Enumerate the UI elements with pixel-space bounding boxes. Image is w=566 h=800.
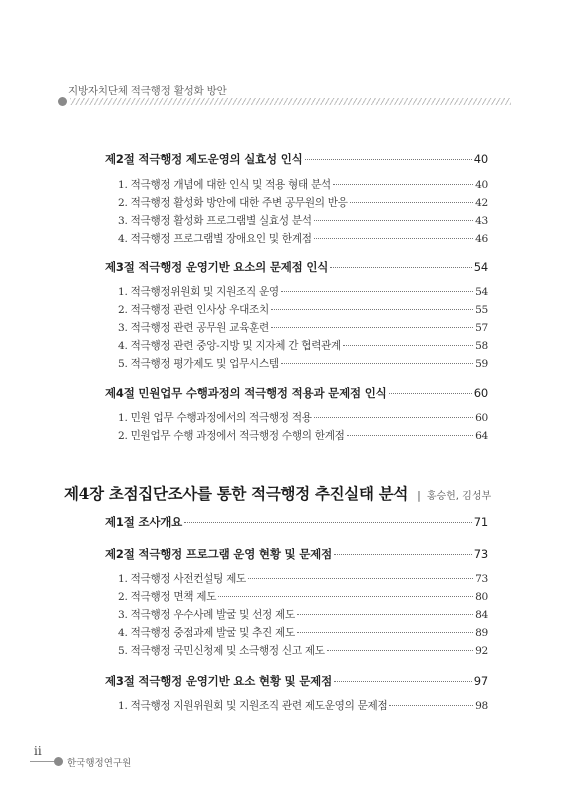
toc-page-number: 54 [475,286,488,298]
toc-section[interactable] [105,514,488,530]
toc-page-number: 55 [475,304,488,316]
toc-item-title: 1. 적극행정 사전컨설팅 제도 [118,573,246,585]
toc-section-title: 제3절 적극행정 운영기반 요소의 문제점 인식 [105,260,329,274]
leader-dots [281,363,473,364]
toc-section-title: 제3절 적극행정 운영기반 요소 현황 및 문제점 [105,674,332,688]
toc-item-title: 4. 적극행정 중점과제 발굴 및 추진 제도 [118,627,295,639]
toc-section-title: 제1절 조사개요 [105,515,183,529]
toc-item-title: 4. 적극행정 관련 중앙-지방 및 지자체 간 협력관계 [118,340,341,352]
toc-section-title: 제4절 민원업무 수행과정의 적극행정 적용과 문제점 인식 [105,386,387,400]
toc-item[interactable] [118,589,488,604]
toc-page-number: 73 [475,573,488,585]
toc-page-number: 40 [475,179,488,191]
toc-item-title: 2. 적극행정 활성화 방안에 대한 주변 공무원의 반응 [118,197,348,209]
toc-item[interactable] [118,284,488,299]
toc-item[interactable] [118,302,488,317]
toc-page-number: 84 [475,609,488,621]
toc-item-title: 2. 민원업무 수행 과정에서 적극행정 수행의 한계점 [118,430,345,442]
leader-dots [297,632,473,633]
footer-rule [30,761,54,762]
toc-item-title: 3. 적극행정 관련 공무원 교육훈련 [118,322,269,334]
toc-item-title: 1. 적극행정 개념에 대한 인식 및 적용 형태 분석 [118,179,331,191]
leader-dots [327,650,473,651]
leader-dots [218,596,473,597]
toc-page-number: 54 [473,260,488,274]
leader-dots [314,220,473,221]
toc-page-number: 64 [475,430,488,442]
toc-item-title: 4. 적극행정 프로그램별 장애요인 및 한계점 [118,233,312,245]
toc-page-number: 60 [473,386,488,400]
toc-page-number: 71 [473,515,488,529]
header-bullet-icon [58,97,67,106]
leader-dots [314,238,473,239]
toc-page-number: 59 [475,358,488,370]
leader-dots [184,522,472,523]
toc-page-number: 40 [473,152,488,166]
leader-dots [350,202,473,203]
toc-item[interactable] [118,410,488,425]
header-hatch-pattern [70,98,511,105]
toc-item[interactable] [118,428,488,443]
toc-page-number: 98 [475,700,488,712]
chapter-authors: 홍승헌, 김성부 [426,491,492,502]
leader-dots [389,393,472,394]
toc-section[interactable] [105,259,488,275]
toc-item[interactable] [118,643,488,658]
toc-item[interactable] [118,338,488,353]
toc-item[interactable] [118,607,488,622]
toc-page-number: 42 [475,197,488,209]
toc-item-title: 1. 민원 업무 수행과정에서의 적극행정 적용 [118,412,312,424]
leader-dots [389,705,473,706]
toc-section[interactable] [105,546,488,562]
toc-item-title: 3. 적극행정 우수사례 발굴 및 선정 제도 [118,609,295,621]
toc-page-number: 89 [475,627,488,639]
toc-page-number: 80 [475,591,488,603]
leader-dots [347,435,474,436]
toc-section-title: 제2절 적극행정 프로그램 운영 현황 및 문제점 [105,547,332,561]
toc-section[interactable] [105,151,488,167]
toc-page-number: 46 [475,233,488,245]
toc-item-title: 1. 적극행정위원회 및 지원조직 운영 [118,286,279,298]
toc-section-title: 제2절 적극행정 제도운영의 실효성 인식 [105,152,303,166]
leader-dots [343,345,473,346]
leader-dots [334,554,472,555]
footer-organization: 한국행정연구원 [67,758,132,769]
leader-dots [330,267,472,268]
toc-item[interactable] [118,213,488,228]
leader-dots [333,184,473,185]
leader-dots [297,614,473,615]
toc-item-title: 2. 적극행정 관련 인사상 우대조치 [118,304,269,316]
toc-section[interactable] [105,385,488,401]
toc-chapter-heading[interactable] [64,482,491,504]
chapter-title: 제4장 초점집단조사를 통한 적극행정 추진실태 분석 [64,484,409,503]
toc-item[interactable] [118,698,488,713]
chapter-separator: | [417,489,421,502]
leader-dots [334,681,472,682]
toc-item-title: 1. 적극행정 지원위원회 및 지원조직 관련 제도운영의 문제점 [118,700,388,712]
leader-dots [305,159,472,160]
toc-page-number: 97 [473,674,488,688]
toc-page-number: 60 [475,412,488,424]
toc-section[interactable] [105,673,488,689]
leader-dots [271,327,473,328]
footer-bullet-icon [54,757,63,766]
toc-item[interactable] [118,571,488,586]
leader-dots [281,291,473,292]
leader-dots [314,417,473,418]
toc-item-title: 5. 적극행정 평가제도 및 업무시스템 [118,358,279,370]
toc-item[interactable] [118,195,488,210]
toc-item-title: 5. 적극행정 국민신청제 및 소극행정 신고 제도 [118,645,325,657]
header-rule [58,97,511,106]
toc-page-number: 58 [475,340,488,352]
toc-item-title: 3. 적극행정 활성화 프로그램별 실효성 분석 [118,215,312,227]
toc-page-number: 92 [475,645,488,657]
leader-dots [248,578,473,579]
toc-item[interactable] [118,231,488,246]
toc-page-number: 43 [475,215,488,227]
toc-page-number: 57 [475,322,488,334]
toc-page-number: 73 [473,547,488,561]
toc-item[interactable] [118,320,488,335]
running-header-title: 지방자치단체 적극행정 활성화 방안 [68,85,227,97]
toc-item[interactable] [118,177,488,192]
leader-dots [271,309,473,310]
toc-item[interactable] [118,625,488,640]
page-number: ii [34,744,42,758]
toc-item[interactable] [118,356,488,371]
toc-item-title: 2. 적극행정 면책 제도 [118,591,217,603]
